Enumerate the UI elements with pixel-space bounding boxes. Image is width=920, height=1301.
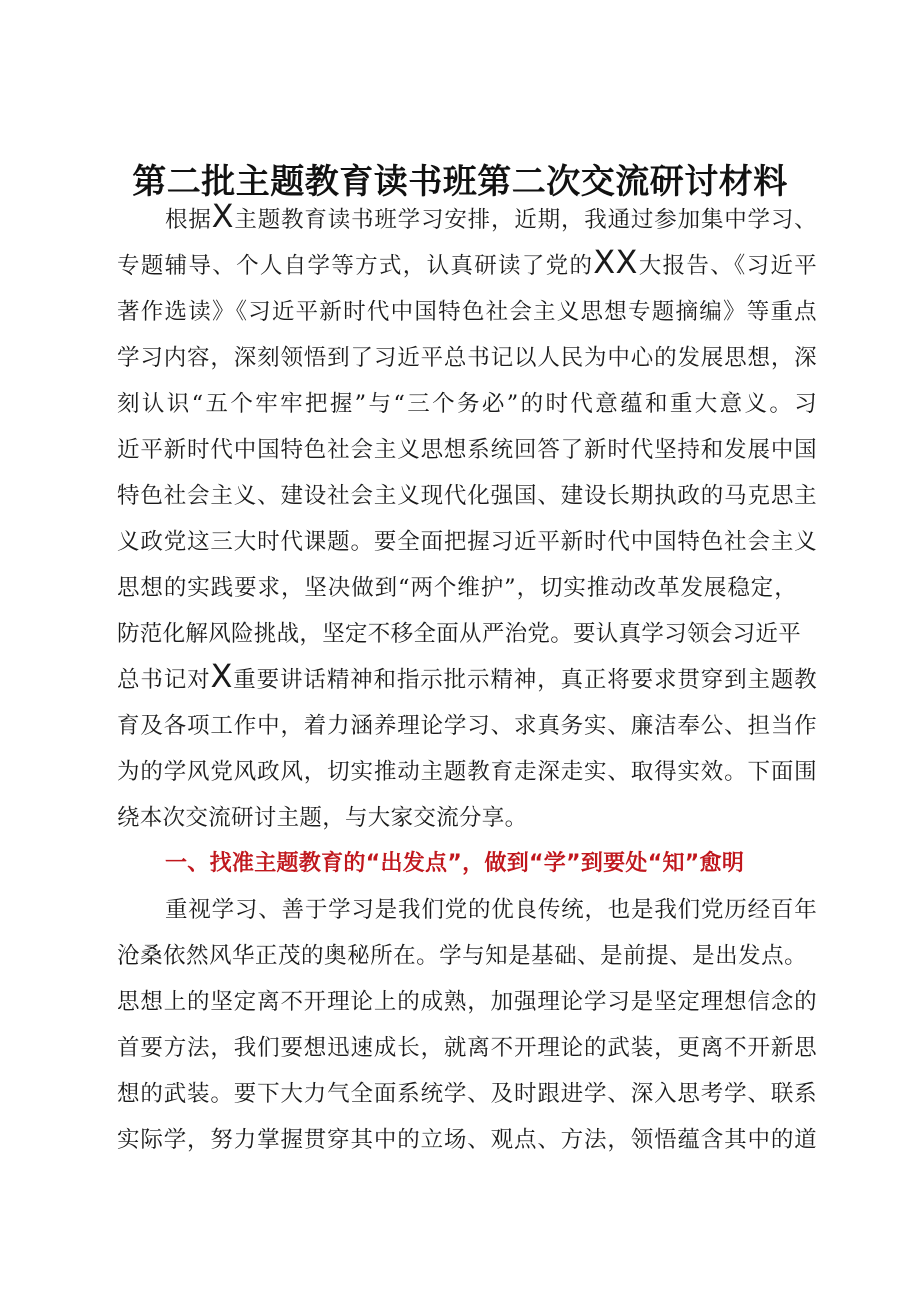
text-fragment: 总书记对 bbox=[117, 667, 211, 693]
paragraph-line: 沧桑依然风华正茂的奥秘所在。学与知是基础、是前提、是出发点。 bbox=[117, 943, 807, 969]
paragraph-line: 绕本次交流研讨主题，与大家交流分享。 bbox=[117, 805, 528, 831]
placeholder-mark: X bbox=[211, 197, 234, 235]
paragraph-line: 刻认识“五个牢牢把握”与“三个务必”的时代意蕴和重大意义。习 bbox=[117, 391, 817, 417]
placeholder-mark: XX bbox=[593, 243, 638, 281]
section-heading: 一、找准主题教育的“出发点”，做到“学”到要处“知”愈明 bbox=[165, 851, 745, 876]
paragraph-line bbox=[117, 243, 817, 289]
paragraph-line: 思想的实践要求，坚决做到“两个维护”，切实推动改革发展稳定， bbox=[117, 575, 797, 601]
paragraph-line: 近平新时代中国特色社会主义思想系统回答了新时代坚持和发展中国 bbox=[117, 437, 817, 463]
paragraph-line: 为的学风党风政风，切实推动主题教育走深走实、取得实效。下面围 bbox=[117, 759, 817, 785]
paragraph-line: 思想上的坚定离不开理论上的成熟，加强理论学习是坚定理想信念的 bbox=[117, 989, 817, 1015]
paragraph-line: 重视学习、善于学习是我们党的优良传统，也是我们党历经百年 bbox=[165, 897, 817, 923]
paragraph-line bbox=[165, 197, 817, 243]
text-fragment: 大报告、《习近平 bbox=[637, 253, 817, 279]
text-fragment: 专题辅导、个人自学等方式，认真研读了党的 bbox=[117, 253, 594, 279]
paragraph-line: 义政党这三大时代课题。要全面把握习近平新时代中国特色社会主义 bbox=[117, 529, 817, 555]
paragraph-line: 学习内容，深刻领悟到了习近平总书记以人民为中心的发展思想，深 bbox=[117, 345, 817, 371]
paragraph-line: 首要方法，我们要想迅速成长，就离不开理论的武装，更离不开新思 bbox=[117, 1035, 817, 1061]
paragraph-line: 想的武装。要下大力气全面系统学、及时跟进学、深入思考学、联系 bbox=[117, 1081, 817, 1107]
text-fragment: 重要讲话精神和指示批示精神，真正将要求贯穿到主题教 bbox=[232, 667, 817, 693]
paragraph-line bbox=[117, 657, 817, 703]
placeholder-mark: X bbox=[210, 657, 233, 695]
paragraph-line: 著作选读》《习近平新时代中国特色社会主义思想专题摘编》等重点 bbox=[117, 299, 817, 325]
text-fragment: 主题教育读书班学习安排，近期，我通过参加集中学习、 bbox=[233, 207, 817, 233]
paragraph-line: 防范化解风险挑战，坚定不移全面从严治党。要认真学习领会习近平 bbox=[117, 621, 802, 647]
document-title: 第二批主题教育读书班第二次交流研讨材料 bbox=[132, 162, 788, 202]
text-fragment: 根据 bbox=[165, 207, 212, 233]
paragraph-line: 特色社会主义、建设社会主义现代化强国、建设长期执政的马克思主 bbox=[117, 483, 817, 509]
paragraph-line: 育及各项工作中，着力涵养理论学习、求真务实、廉洁奉公、担当作 bbox=[117, 713, 817, 739]
paragraph-line: 实际学，努力掌握贯穿其中的立场、观点、方法，领悟蕴含其中的道 bbox=[117, 1127, 817, 1153]
